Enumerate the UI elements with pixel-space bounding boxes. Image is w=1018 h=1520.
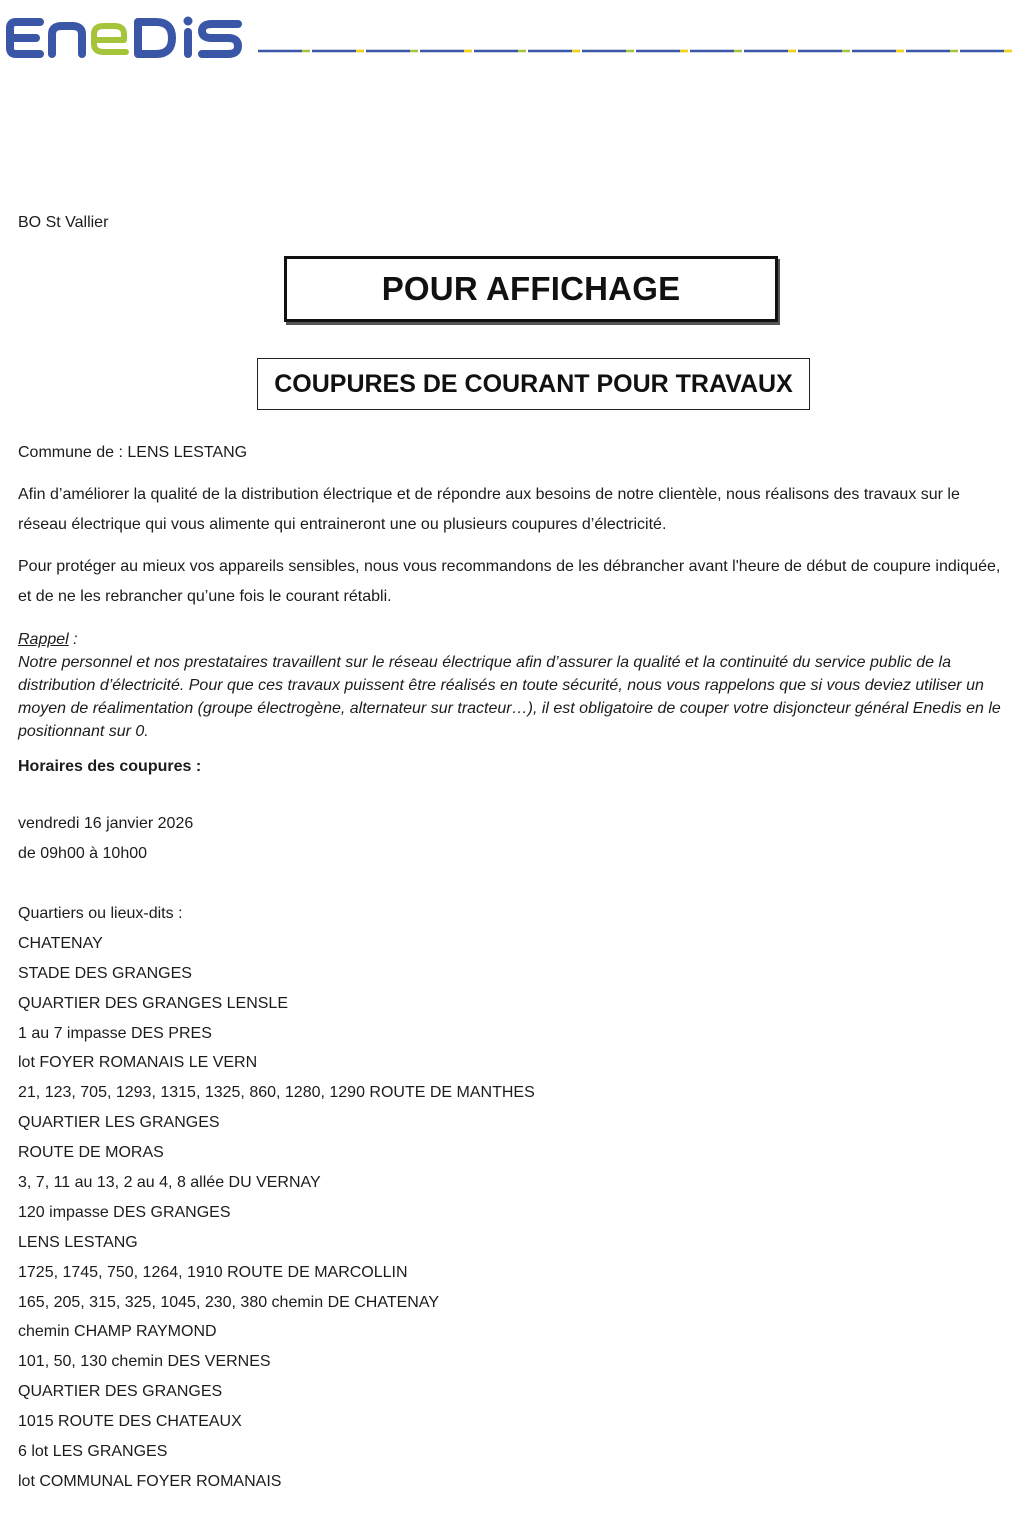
list-item: 165, 205, 315, 325, 1045, 230, 380 chemin DE CHATENAY: [18, 1293, 439, 1311]
list-item: 120 impasse DES GRANGES: [18, 1203, 231, 1221]
office-name: BO St Vallier: [18, 214, 109, 231]
list-item: 1 au 7 impasse DES PRES: [18, 1024, 212, 1042]
list-item: QUARTIER LES GRANGES: [18, 1114, 220, 1132]
intro-paragraph: Afin d’améliorer la qualité de la distribution électrique et de répondre aux besoins de notre clientèle, nous réalisons des travaux sur le réseau électrique qui vous alimente qui entraineront une ou plusieurs coupures d’électricité.: [18, 486, 960, 533]
list-item: QUARTIER DES GRANGES LENSLE: [18, 994, 288, 1012]
enedis-logo: [6, 10, 244, 62]
schedule-heading: Horaires des coupures :: [18, 758, 202, 775]
header-rule-line: [258, 49, 1014, 53]
list-item: chemin CHAMP RAYMOND: [18, 1323, 217, 1341]
enedis-logo-graphic: [6, 10, 244, 62]
page-subtitle: COUPURES DE COURANT POUR TRAVAUX: [274, 369, 793, 398]
commune-line: Commune de : LENS LESTANG: [18, 444, 248, 461]
list-item: 21, 123, 705, 1293, 1315, 1325, 860, 1280, 1290 ROUTE DE MANTHES: [18, 1084, 535, 1102]
rappel-block: [18, 628, 1008, 743]
advice-paragraph: Pour protéger au mieux vos appareils sensibles, nous vous recommandons de les débrancher avant l'heure de début de coupure indiquée, et de ne les rebrancher qu’une fois le courant rétabli.: [18, 558, 1001, 605]
list-item: 101, 50, 130 chemin DES VERNES: [18, 1353, 271, 1371]
list-item: 3, 7, 11 au 13, 2 au 4, 8 allée DU VERNAY: [18, 1174, 321, 1192]
rappel-colon: :: [68, 631, 78, 648]
list-item: STADE DES GRANGES: [18, 964, 192, 982]
header-rule: [258, 49, 1014, 53]
list-item: LENS LESTANG: [18, 1233, 138, 1251]
list-item: lot FOYER ROMANAIS LE VERN: [18, 1054, 258, 1072]
schedule-time: de 09h00 à 10h00: [18, 845, 148, 862]
title-box: [284, 256, 778, 322]
list-item: lot COMMUNAL FOYER ROMANAIS: [18, 1472, 282, 1490]
list-item: ROUTE DE MORAS: [18, 1144, 164, 1162]
locations-heading: Quartiers ou lieux-dits :: [18, 905, 183, 922]
rappel-title: Rappel: [18, 631, 69, 648]
rappel-text: Notre personnel et nos prestataires travaillent sur le réseau électrique afin d’assurer la qualité et la continuité du service public de la distribution d’électricité. Pour que ces travaux puissent être réalisés en toute sécurité, nous vous rappelons que si vous deviez utiliser un moyen de réalimentation (groupe électrogène, alternateur sur tracteur…), il est obligatoire de couper votre disjoncteur général Enedis en le positionnant sur 0.: [18, 654, 1001, 740]
list-item: CHATENAY: [18, 934, 103, 952]
subtitle-box: [257, 358, 810, 410]
list-item: 1015 ROUTE DES CHATEAUX: [18, 1413, 242, 1431]
list-item: 1725, 1745, 750, 1264, 1910 ROUTE DE MARCOLLIN: [18, 1263, 408, 1281]
list-item: 6 lot LES GRANGES: [18, 1443, 168, 1461]
schedule-date: vendredi 16 janvier 2026: [18, 815, 194, 832]
page-title: POUR AFFICHAGE: [381, 270, 681, 307]
list-item: QUARTIER DES GRANGES: [18, 1383, 223, 1401]
locations-list: [18, 899, 535, 1497]
